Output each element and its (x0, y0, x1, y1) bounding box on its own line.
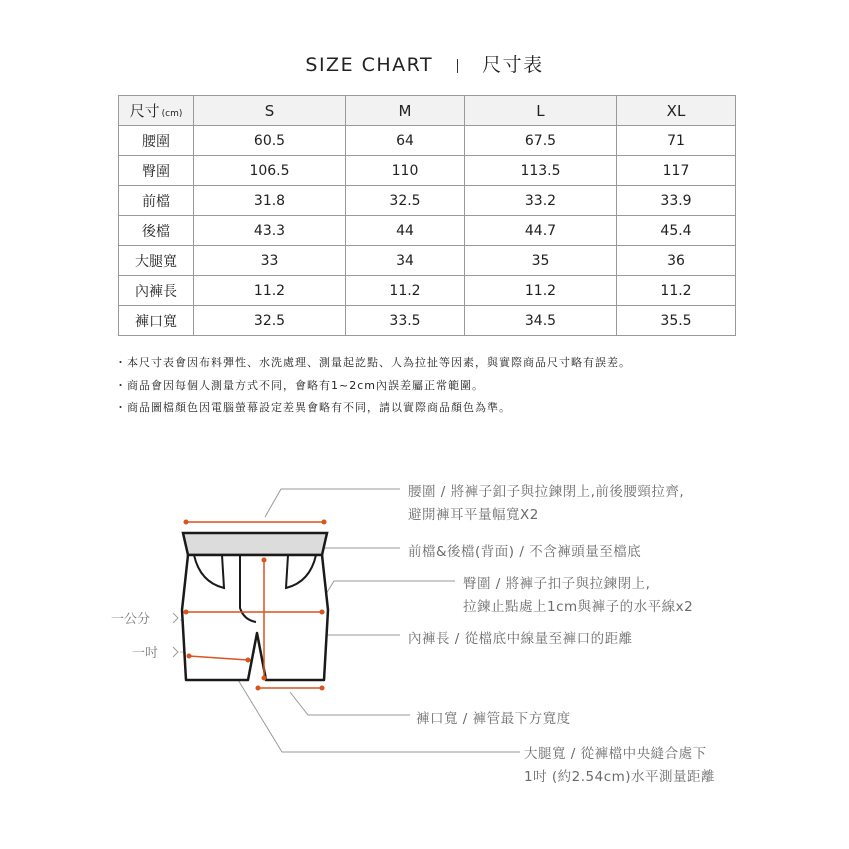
leg-opening-label: 褲口寬 / 褲管最下方寬度 (416, 711, 571, 727)
thigh-label-line2: 1吋 (約2.54cm)水平測量距離 (524, 769, 716, 785)
table-cell: 110 (346, 156, 465, 186)
table-cell: 117 (616, 156, 735, 186)
note-item: ・商品圖檔顏色因電腦螢幕設定差異會略有不同，請以實際商品顏色為準。 (115, 401, 511, 414)
row-label: 臀圍 (119, 156, 194, 186)
table-cell: 34.5 (464, 306, 616, 336)
shorts-outline (182, 533, 328, 680)
row-label: 後檔 (119, 216, 194, 246)
table-row (119, 126, 736, 156)
table-cell: 71 (616, 126, 735, 156)
row-label: 大腿寬 (119, 246, 194, 276)
size-header-m: M (346, 96, 465, 126)
table-row (119, 246, 736, 276)
table-cell: 11.2 (346, 276, 465, 306)
one-inch-chevron (173, 647, 178, 657)
one-inch-label: 一吋 (132, 646, 159, 661)
row-label: 腰圍 (119, 126, 194, 156)
table-cell: 44.7 (464, 216, 616, 246)
row-label: 內褲長 (119, 276, 194, 306)
table-cell: 35.5 (616, 306, 735, 336)
waist-leader (265, 489, 400, 517)
row-label: 褲口寬 (119, 306, 194, 336)
waist-label-line1: 腰圍 / 將褲子釦子與拉鍊閉上,前後腰頸拉齊, (408, 484, 685, 500)
table-cell: 60.5 (194, 126, 346, 156)
measurement-diagram (0, 470, 849, 800)
table-cell: 11.2 (194, 276, 346, 306)
table-cell: 67.5 (464, 126, 616, 156)
note-item: ・本尺寸表會因布料彈性、水洗處理、測量起訖點、人為拉扯等因素，與實際商品尺寸略有誤差。 (115, 356, 631, 369)
table-row (119, 156, 736, 186)
note-item: ・商品會因每個人測量方式不同，會略有1~2cm內誤差屬正常範圍。 (115, 378, 484, 392)
table-row (119, 276, 736, 306)
table-cell: 33.5 (346, 306, 465, 336)
table-cell: 32.5 (346, 186, 465, 216)
waist-label-line2: 避開褲耳平量幅寬X2 (408, 507, 539, 523)
hip-label-line1: 臀圍 / 將褲子扣子與拉鍊閉上, (463, 576, 651, 592)
table-cell: 31.8 (194, 186, 346, 216)
table-row (119, 186, 736, 216)
table-cell: 11.2 (464, 276, 616, 306)
table-cell: 34 (346, 246, 465, 276)
hip-leader (318, 581, 455, 607)
leg-opening-leader (290, 692, 410, 715)
thigh-label-line1: 大腿寬 / 從褲檔中央縫合處下 (524, 746, 707, 762)
table-header-row (119, 96, 736, 126)
one-cm-label: 一公分 (111, 612, 151, 627)
shorts-body (182, 555, 328, 680)
size-header-xl: XL (616, 96, 735, 126)
table-cell: 43.3 (194, 216, 346, 246)
table-cell: 64 (346, 126, 465, 156)
table-cell: 106.5 (194, 156, 346, 186)
size-table (118, 95, 736, 336)
table-row (119, 216, 736, 246)
table-cell: 33 (194, 246, 346, 276)
table-cell: 35 (464, 246, 616, 276)
corner-header: 尺寸 (cm) (119, 96, 194, 126)
size-header-l: L (464, 96, 616, 126)
hip-label-line2: 拉鍊止點處上1cm與褲子的水平線x2 (463, 599, 694, 615)
table-row (119, 306, 736, 336)
table-cell: 36 (616, 246, 735, 276)
table-cell: 33.2 (464, 186, 616, 216)
table-cell: 45.4 (616, 216, 735, 246)
one-cm-chevron (173, 613, 178, 623)
rise-label: 前檔&後檔(背面) / 不含褲頭量至檔底 (408, 544, 642, 560)
size-header-s: S (194, 96, 346, 126)
row-label: 前檔 (119, 186, 194, 216)
table-cell: 32.5 (194, 306, 346, 336)
title-en: SIZE CHART (305, 54, 434, 76)
notes (115, 352, 631, 420)
title-zh: 尺寸表 (482, 54, 544, 76)
table-cell: 113.5 (464, 156, 616, 186)
table-cell: 11.2 (616, 276, 735, 306)
title-separator (457, 59, 458, 73)
table-cell: 33.9 (616, 186, 735, 216)
page-title (0, 50, 849, 77)
table-cell: 44 (346, 216, 465, 246)
waistband (183, 533, 327, 555)
inseam-label: 內褲長 / 從檔底中線量至褲口的距離 (408, 631, 633, 647)
